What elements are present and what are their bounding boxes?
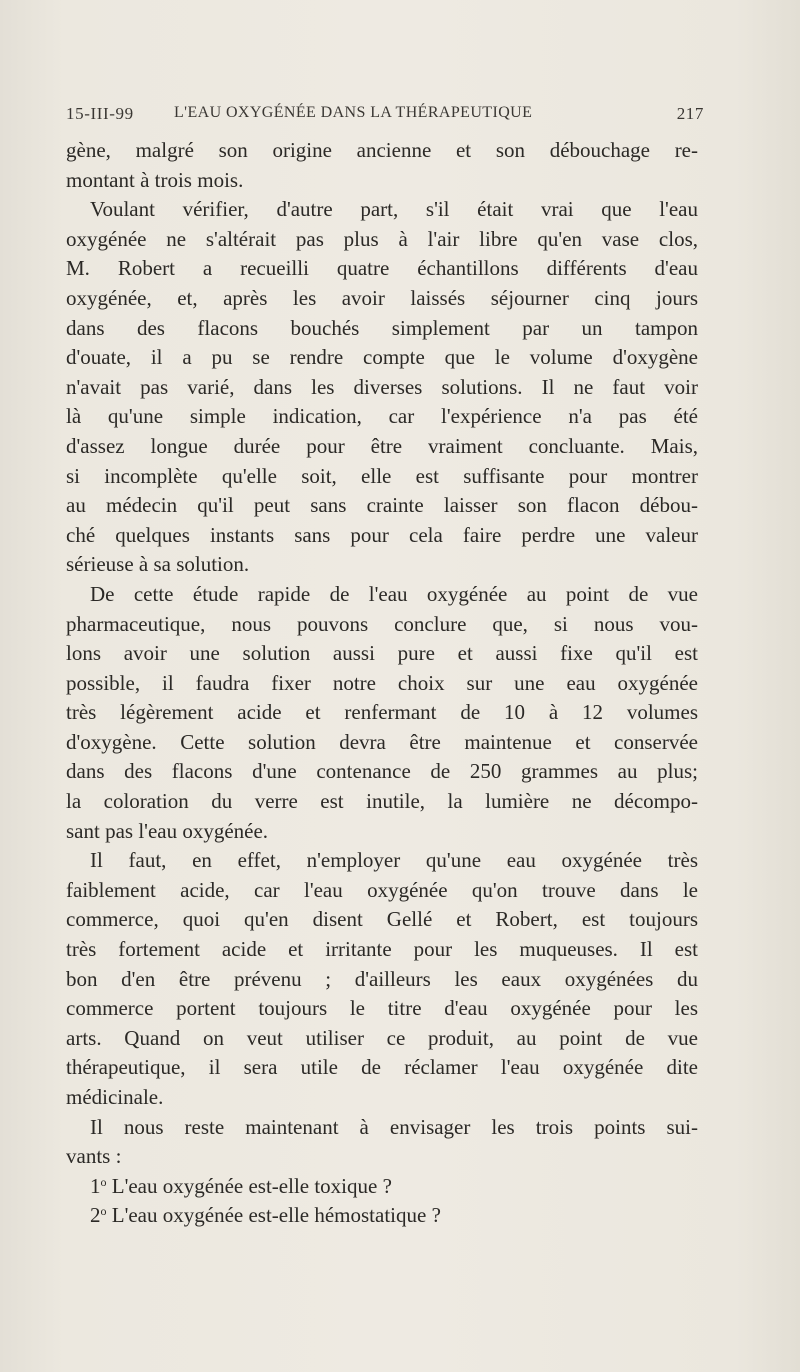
enumeration-item-2	[66, 1201, 698, 1231]
text-line: très fortement acide et irritante pour les muqueuses. Il est	[66, 937, 698, 962]
issue-date: 15-III-99	[66, 104, 134, 123]
text-line: pharmaceutique, nous pouvons conclure que, si nous vou-	[66, 611, 698, 636]
text-line: dans des flacons d'une contenance de 250 grammes au plus;	[66, 759, 698, 784]
enumeration-item-1	[66, 1172, 698, 1202]
text-line: vants :	[66, 1144, 122, 1169]
paragraph-first-line: Voulant vérifier, d'autre part, s'il était vrai que l'eau	[90, 197, 698, 222]
text-line: bon d'en être prévenu ; d'ailleurs les eaux oxygénées du	[66, 966, 698, 991]
text-line: là qu'une simple indication, car l'expérience n'a pas été	[66, 404, 698, 429]
text-line: d'ouate, il a pu se rendre compte que le volume d'oxygène	[66, 345, 698, 370]
body-text	[66, 136, 698, 1231]
text-line: médicinale.	[66, 1085, 164, 1109]
text-line: sérieuse à sa solution.	[66, 552, 250, 577]
text-line: oxygénée, et, après les avoir laissés séjourner cinq jours	[66, 285, 698, 310]
text-line: au médecin qu'il peut sans crainte laisser son flacon débou-	[66, 493, 698, 518]
text-line: thérapeutique, il sera utile de réclamer l'eau oxygénée dite	[66, 1055, 698, 1080]
text-line: arts. Quand on veut utiliser ce produit, au point de vue	[66, 1025, 698, 1050]
text-line: sant pas l'eau oxygénée.	[66, 818, 269, 843]
text-line: faiblement acide, car l'eau oxygénée qu'on trouve dans le	[66, 877, 698, 902]
text-line: M. Robert a recueilli quatre échantillons différents d'eau	[66, 256, 698, 281]
text-line: gène, malgré son origine ancienne et son débouchage re-	[66, 138, 698, 162]
enumeration-text: L'eau oxygénée est-elle toxique ?	[111, 1173, 392, 1198]
text-line: commerce, quoi qu'en disent Gellé et Robert, est toujours	[66, 907, 698, 932]
text-line: dans des flacons bouchés simplement par un tampon	[66, 315, 698, 340]
text-line: si incomplète qu'elle soit, elle est suffisante pour montrer	[66, 463, 698, 488]
running-head	[66, 104, 704, 128]
ordinal-mark: o	[100, 1204, 107, 1219]
ordinal-mark: o	[100, 1174, 107, 1189]
text-line: très légèrement acide et renfermant de 10 à 12 volumes	[66, 700, 698, 725]
text-line: d'oxygène. Cette solution devra être maintenue et conservée	[66, 729, 698, 754]
text-line: montant à trois mois.	[66, 167, 244, 192]
paragraph-first-line: Il nous reste maintenant à envisager les trois points sui-	[90, 1114, 698, 1139]
enumeration-number: 1	[90, 1173, 101, 1198]
text-line: commerce portent toujours le titre d'eau oxygénée pour les	[66, 996, 698, 1021]
text-line: lons avoir une solution aussi pure et aussi fixe qu'il est	[66, 641, 698, 666]
text-line: oxygénée ne s'altérait pas plus à l'air libre qu'en vase clos,	[66, 226, 698, 251]
enumeration-number: 2	[90, 1203, 101, 1228]
text-line: la coloration du verre est inutile, la lumière ne décompo-	[66, 789, 698, 814]
text-line: d'assez longue durée pour être vraiment concluante. Mais,	[66, 433, 698, 458]
paragraph-first-line: De cette étude rapide de l'eau oxygénée au point de vue	[90, 581, 698, 606]
text-line: n'avait pas varié, dans les diverses solutions. Il ne faut voir	[66, 374, 698, 399]
running-title: L'EAU OXYGÉNÉE DANS LA THÉRAPEUTIQUE	[174, 104, 533, 121]
text-line: possible, il faudra fixer notre choix sur une eau oxygénée	[66, 670, 698, 695]
enumeration-text: L'eau oxygénée est-elle hémostatique ?	[111, 1203, 441, 1228]
page-number: 217	[676, 104, 704, 123]
text-line: ché quelques instants sans pour cela faire perdre une valeur	[66, 522, 698, 547]
paragraph-first-line: Il faut, en effet, n'employer qu'une eau oxygénée très	[90, 848, 698, 873]
